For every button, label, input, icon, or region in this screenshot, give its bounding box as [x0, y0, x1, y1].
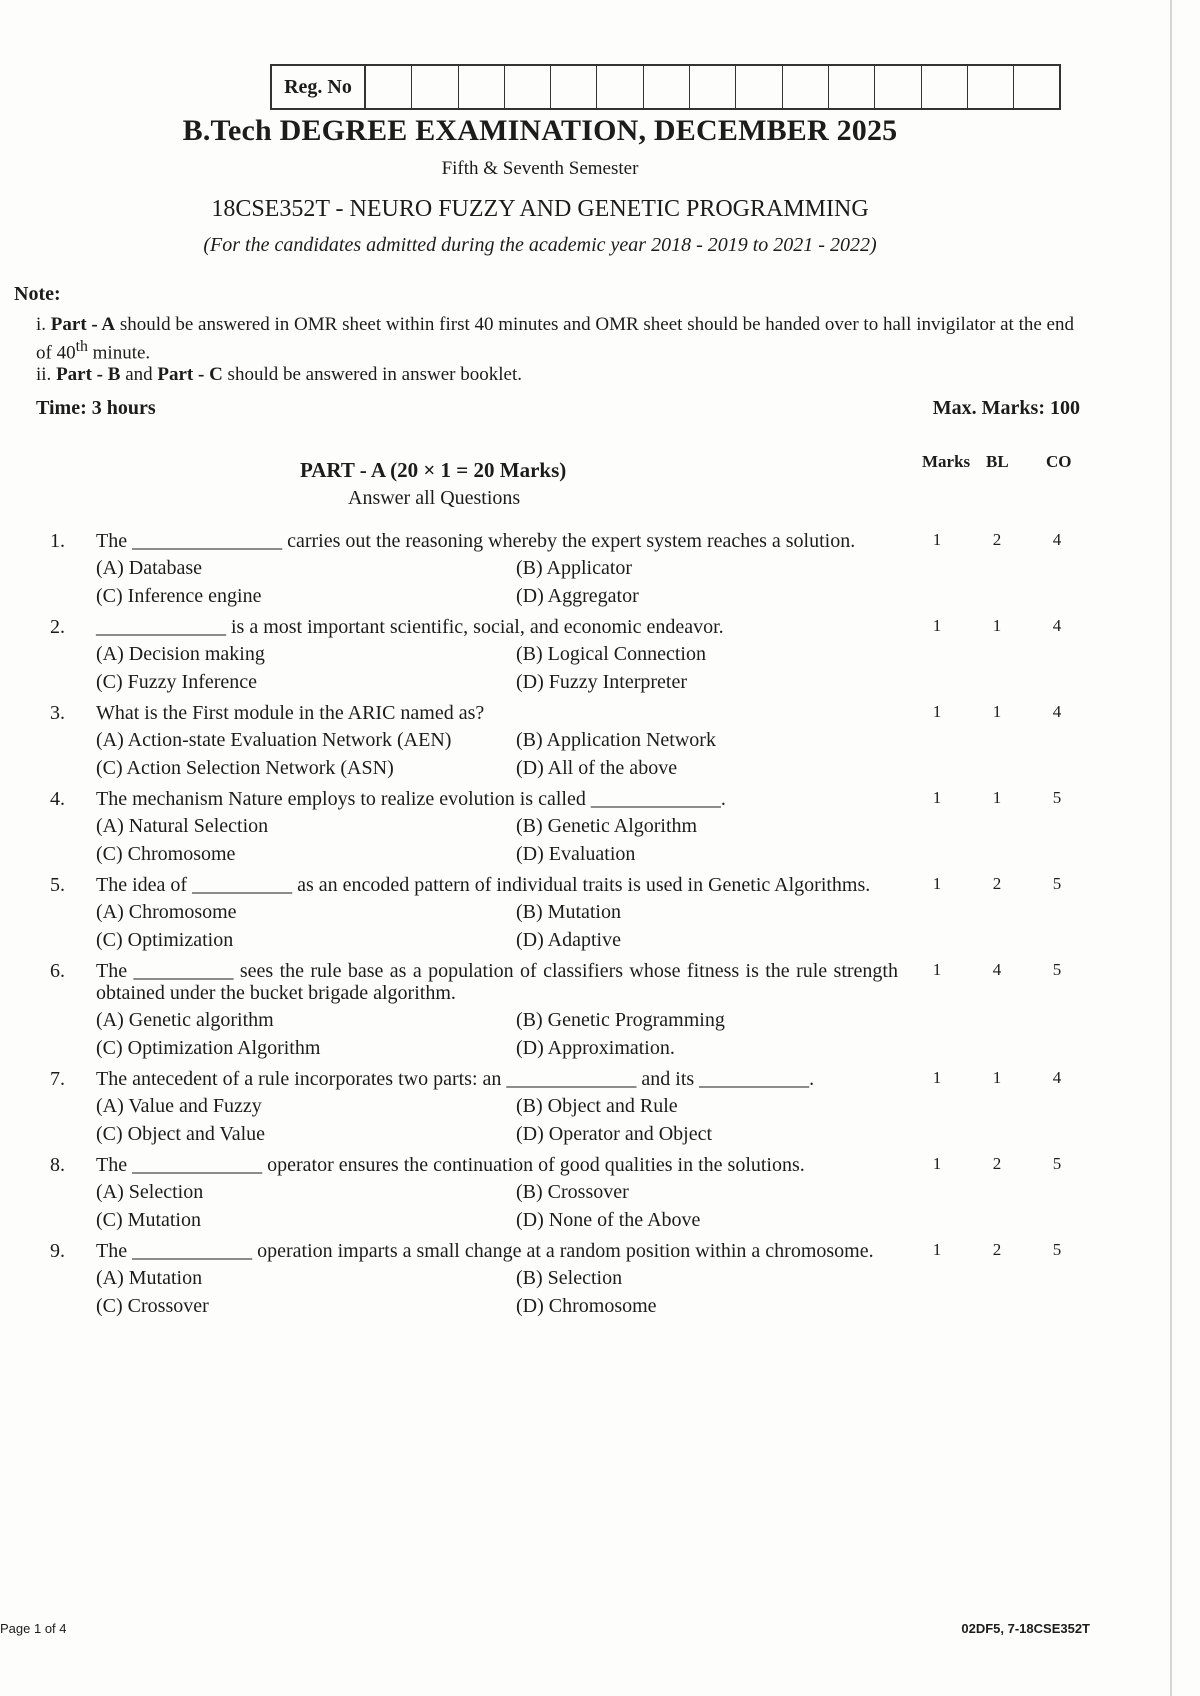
answer-option: (C) Optimization: [96, 929, 234, 951]
answer-option: (D) All of the above: [516, 757, 678, 779]
question-number: 9.: [50, 1240, 65, 1262]
question-bl: 1: [992, 1068, 1002, 1087]
answer-option: (D) Operator and Object: [516, 1123, 713, 1145]
answer-option: (C) Action Selection Network (ASN): [96, 757, 394, 779]
question-marks: 1: [932, 702, 942, 721]
question-marks: 1: [932, 616, 942, 635]
answer-option: (C) Chromosome: [96, 843, 236, 865]
reg-no-cell[interactable]: [1014, 66, 1059, 108]
question-bl: 4: [992, 960, 1002, 979]
question-bl: 2: [992, 1240, 1002, 1259]
col-head-marks: Marks: [922, 452, 971, 471]
admitted-note: (For the candidates admitted during the academic year 2018 - 2019 to 2021 - 2022): [203, 234, 877, 256]
question-item: [0, 1240, 1200, 1320]
answer-option: (C) Fuzzy Inference: [96, 671, 258, 693]
note-prefix: i.: [36, 314, 51, 335]
question-marks: 1: [932, 874, 942, 893]
answer-option: (D) None of the Above: [516, 1209, 701, 1231]
answer-option: (A) Chromosome: [96, 901, 237, 923]
note-text: should be answered in OMR sheet within first 40 minutes and OMR sheet should be handed over to hall invigilator at the end of 40: [36, 314, 1074, 364]
answer-option: (D) Adaptive: [516, 929, 621, 951]
reg-no-label: Reg. No: [272, 66, 366, 108]
question-number: 5.: [50, 874, 65, 896]
reg-no-cell[interactable]: [690, 66, 736, 108]
option-grid: [96, 726, 1200, 782]
question-item: [0, 788, 1200, 868]
answer-option: (A) Value and Fuzzy: [96, 1095, 262, 1117]
question-marks: 1: [932, 1068, 942, 1087]
question-number: 4.: [50, 788, 65, 810]
answer-option: (B) Application Network: [516, 729, 716, 751]
answer-option: (D) Aggregator: [516, 585, 639, 607]
answer-option: (B) Genetic Programming: [516, 1009, 725, 1031]
question-co: 5: [1052, 960, 1062, 979]
reg-no-cell[interactable]: [412, 66, 458, 108]
reg-no-cell[interactable]: [597, 66, 643, 108]
part-a-subtitle: Answer all Questions: [348, 487, 521, 509]
answer-option: (C) Inference engine: [96, 585, 262, 607]
question-marks: 1: [932, 530, 942, 549]
answer-option: (D) Approximation.: [516, 1037, 675, 1059]
reg-no-cell[interactable]: [829, 66, 875, 108]
question-number: 3.: [50, 702, 65, 724]
question-bl: 1: [992, 702, 1002, 721]
note-sup: th: [75, 338, 88, 355]
answer-option: (A) Mutation: [96, 1267, 203, 1289]
answer-option: (B) Applicator: [516, 557, 633, 579]
answer-option: (B) Logical Connection: [516, 643, 706, 665]
answer-option: (A) Genetic algorithm: [96, 1009, 274, 1031]
reg-no-cell[interactable]: [505, 66, 551, 108]
question-text: What is the First module in the ARIC named as?: [96, 702, 485, 724]
question-co: 5: [1052, 874, 1062, 893]
question-marks: 1: [932, 1154, 942, 1173]
question-marks: 1: [932, 960, 942, 979]
course-title: 18CSE352T - NEURO FUZZY AND GENETIC PROGRAMMING: [211, 196, 869, 222]
note-label: Note:: [14, 283, 61, 305]
part-a-title: PART - A (20 × 1 = 20 Marks): [300, 458, 567, 482]
reg-no-cell[interactable]: [459, 66, 505, 108]
answer-option: (D) Chromosome: [516, 1295, 657, 1317]
note-prefix: ii.: [36, 364, 57, 385]
semester: Fifth & Seventh Semester: [441, 158, 639, 179]
reg-no-cell[interactable]: [922, 66, 968, 108]
question-co: 5: [1052, 1154, 1062, 1173]
note-item-1: [36, 314, 1086, 364]
question-number: 7.: [50, 1068, 65, 1090]
answer-option: (A) Natural Selection: [96, 815, 269, 837]
answer-option: (C) Crossover: [96, 1295, 209, 1317]
question-text: The ____________ operation imparts a small change at a random position within a chromosome.: [96, 1240, 874, 1262]
paper-code: 02DF5, 7-18CSE352T: [961, 1621, 1090, 1636]
answer-option: (B) Mutation: [516, 901, 621, 923]
question-marks: 1: [932, 1240, 942, 1259]
answer-option: (B) Genetic Algorithm: [516, 815, 698, 837]
answer-option: (A) Database: [96, 557, 203, 579]
option-grid: [96, 1178, 1200, 1234]
reg-no-cell[interactable]: [551, 66, 597, 108]
exam-time: Time: 3 hours: [36, 397, 156, 419]
question-text: The mechanism Nature employs to realize evolution is called _____________.: [96, 788, 726, 810]
reg-no-cell[interactable]: [968, 66, 1014, 108]
question-marks: 1: [932, 788, 942, 807]
answer-option: (C) Mutation: [96, 1209, 201, 1231]
question-co: 4: [1052, 616, 1062, 635]
note-text: should be answered in answer booklet.: [222, 364, 522, 385]
question-item: [0, 702, 1200, 782]
note-bold: Part - C: [157, 364, 223, 385]
question-list: [0, 530, 1200, 1326]
option-grid: [96, 1006, 1200, 1062]
question-item: [0, 874, 1200, 954]
reg-no-cell[interactable]: [366, 66, 412, 108]
reg-no-cell[interactable]: [875, 66, 921, 108]
option-grid: [96, 1264, 1200, 1320]
answer-option: (B) Object and Rule: [516, 1095, 678, 1117]
reg-no-cell[interactable]: [783, 66, 829, 108]
question-bl: 1: [992, 788, 1002, 807]
question-co: 4: [1052, 530, 1062, 549]
question-bl: 2: [992, 874, 1002, 893]
answer-option: (C) Object and Value: [96, 1123, 266, 1145]
question-co: 5: [1052, 1240, 1062, 1259]
page-number: Page 1 of 4: [0, 1621, 67, 1636]
answer-option: (C) Optimization Algorithm: [96, 1037, 321, 1059]
question-text: The _______________ carries out the reasoning whereby the expert system reaches a solution.: [96, 530, 856, 552]
question-item: [0, 530, 1200, 610]
question-item: [0, 1154, 1200, 1234]
question-bl: 2: [992, 530, 1002, 549]
question-co: 4: [1052, 1068, 1062, 1087]
answer-option: (B) Crossover: [516, 1181, 629, 1203]
answer-option: (A) Selection: [96, 1181, 204, 1203]
question-item: [0, 960, 1200, 1062]
answer-option: (A) Action-state Evaluation Network (AEN): [96, 729, 452, 751]
question-text: The idea of __________ as an encoded pattern of individual traits is used in Genetic Algorithms.: [96, 874, 871, 896]
note-text: minute.: [87, 342, 151, 364]
answer-option: (B) Selection: [516, 1267, 623, 1289]
col-head-bl: BL: [986, 452, 1009, 471]
option-grid: [96, 812, 1200, 868]
note-text: and: [120, 364, 158, 385]
question-co: 5: [1052, 788, 1062, 807]
answer-option: (D) Fuzzy Interpreter: [516, 671, 688, 693]
note-bold: Part - B: [56, 364, 121, 385]
question-number: 8.: [50, 1154, 65, 1176]
question-item: [0, 616, 1200, 696]
note-item-2: [36, 364, 522, 386]
answer-option: (A) Decision making: [96, 643, 265, 665]
question-number: 2.: [50, 616, 65, 638]
question-text: The _____________ operator ensures the continuation of good qualities in the solutions.: [96, 1154, 805, 1176]
reg-no-cell[interactable]: [644, 66, 690, 108]
col-head-co: CO: [1046, 452, 1072, 471]
question-number: 1.: [50, 530, 65, 552]
question-item: [0, 1068, 1200, 1148]
option-grid: [96, 1092, 1200, 1148]
option-grid: [96, 898, 1200, 954]
answer-option: (D) Evaluation: [516, 843, 636, 865]
note-bold: Part - A: [50, 314, 116, 335]
option-grid: [96, 554, 1200, 610]
question-bl: 2: [992, 1154, 1002, 1173]
question-text: The antecedent of a rule incorporates two parts: an _____________ and its ___________.: [96, 1068, 815, 1090]
question-text: _____________ is a most important scientific, social, and economic endeavor.: [96, 616, 724, 638]
question-bl: 1: [992, 616, 1002, 635]
reg-no-cell[interactable]: [736, 66, 782, 108]
reg-no-box: [270, 64, 1061, 110]
question-co: 4: [1052, 702, 1062, 721]
question-number: 6.: [50, 960, 65, 982]
exam-title: B.Tech DEGREE EXAMINATION, DECEMBER 2025: [182, 114, 898, 147]
max-marks: Max. Marks: 100: [932, 397, 1080, 419]
question-text: The __________ sees the rule base as a population of classifiers whose fitness is the rule strength obtained under the bucket brigade algorithm.: [96, 960, 898, 1004]
option-grid: [96, 640, 1200, 696]
